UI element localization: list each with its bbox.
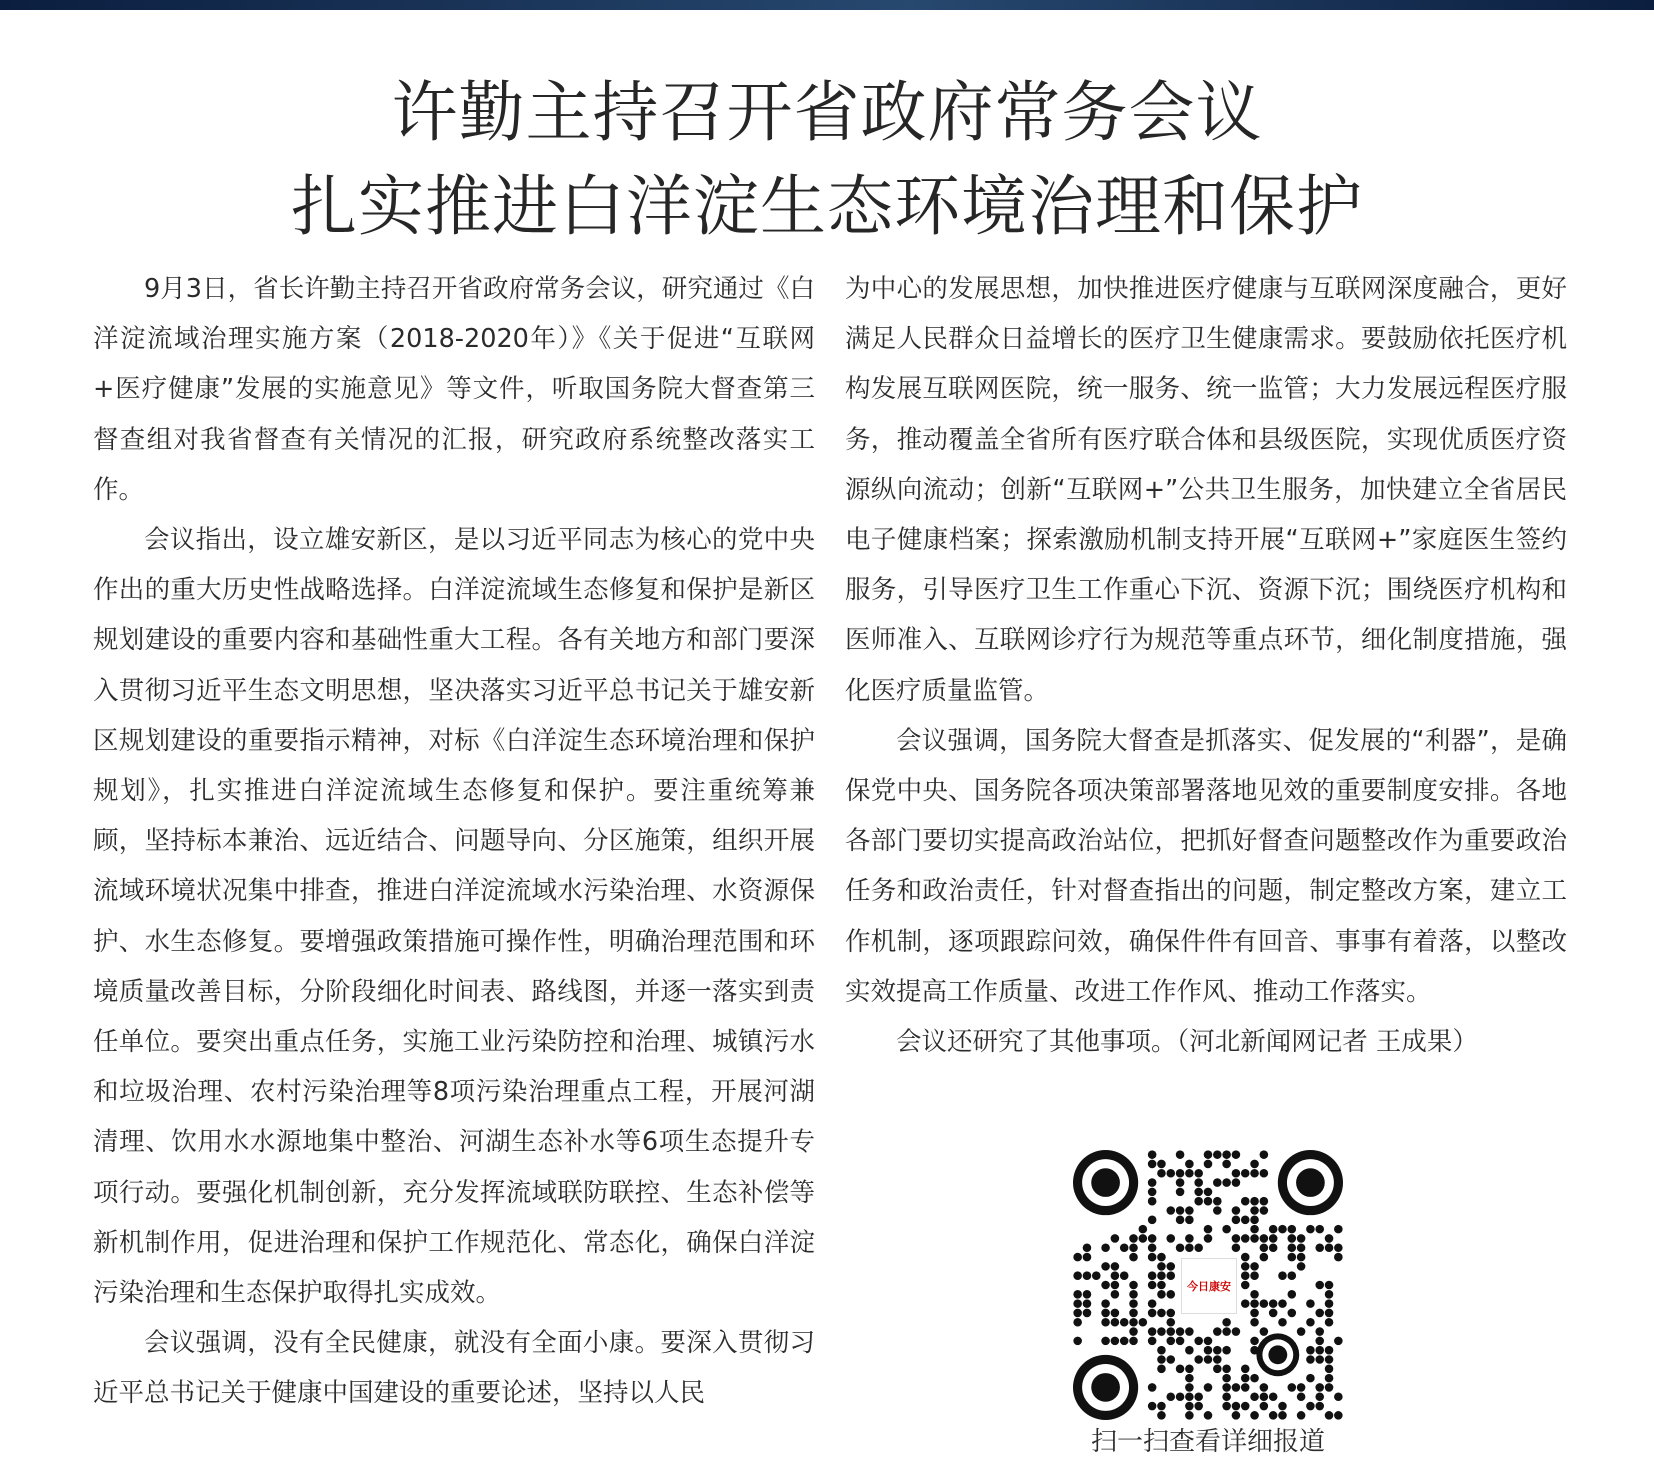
headline bbox=[0, 66, 1654, 254]
article-paragraph: 会议指出，设立雄安新区，是以习近平同志为核心的党中央作出的重大历史性战略选择。白洋淀流域生态修复和保护是新区规划建设的重要内容和基础性重大工程。各有关地方和部门要深入贯彻习近平生态文明思想，坚决落实习近平总书记关于雄安新区规划建设的重要指示精神，对标《白洋淀生态环境治理和保护规划》，扎实推进白洋淀流域生态修复和保护。要注重统筹兼顾，坚持标本兼治、远近结合、问题导向、分区施策，组织开展流域环境状况集中排查，推进白洋淀流域水污染治理、水资源保护、水生态修复。要增强政策措施可操作性，明确治理范围和环境质量改善目标，分阶段细化时间表、路线图，并逐一落实到责任单位。要突出重点任务，实施工业污染防控和治理、城镇污水和垃圾治理、农村污染治理等8项污染治理重点工程，开展河湖清理、饮用水水源地集中整治、河湖生态补水等6项生态提升专项行动。要强化机制创新，充分发挥流域联防联控、生态补偿等新机制作用，促进治理和保护工作规范化、常态化，确保白洋淀污染治理和生态保护取得扎实成效。 bbox=[93, 525, 815, 1309]
headline-line-2: 扎实推进白洋淀生态环境治理和保护 bbox=[291, 168, 1363, 245]
article-paragraph: 会议强调，没有全民健康，就没有全面小康。要深入贯彻习近平总书记关于健康中国建设的重要论述，坚持以人民 bbox=[93, 1328, 815, 1409]
article-paragraph-continued: 为中心的发展思想，加快推进医疗健康与互联网深度融合，更好满足人民群众日益增长的医疗卫生健康需求。要鼓励依托医疗机构发展互联网医院，统一服务、统一监管；大力发展远程医疗服务，推动覆盖全省所有医疗联合体和县级医院，实现优质医疗资源纵向流动；创新“互联网+”公共卫生服务，加快建立全省居民电子健康档案；探索激励机制支持开展“互联网+”家庭医生签约服务，引导医疗卫生工作重心下沉、资源下沉；围绕医疗机构和医师准入、互联网诊疗行为规范等重点环节，细化制度措施，强化医疗质量监管。 bbox=[845, 274, 1567, 706]
article-column-right bbox=[845, 264, 1567, 1067]
article-column-left bbox=[93, 264, 815, 1419]
article-paragraph: 9月3日，省长许勤主持召开省政府常务会议，研究通过《白洋淀流域治理实施方案（2018-2020年）》《关于促进“互联网+医疗健康”发展的实施意见》等文件，听取国务院大督查第三督查组对我省督查有关情况的汇报，研究政府系统整改落实工作。 bbox=[93, 274, 815, 505]
top-banner-bar bbox=[0, 0, 1654, 10]
qr-code[interactable] bbox=[1073, 1150, 1343, 1420]
article-paragraph: 会议强调，国务院大督查是抓落实、促发展的“利器”，是确保党中央、国务院各项决策部署落地见效的重要制度安排。各地各部门要切实提高政治站位，把抓好督查问题整改作为重要政治任务和政治责任，针对督查指出的问题，制定整改方案，建立工作机制，逐项跟踪问效，确保件件有回音、事事有着落，以整改实效提高工作质量、改进工作作风、推动工作落实。 bbox=[845, 725, 1567, 1007]
qr-caption: 扫一扫查看详细报道 bbox=[1090, 1427, 1325, 1457]
article-paragraph: 会议还研究了其他事项。（河北新闻网记者 王成果） bbox=[896, 1027, 1478, 1058]
qr-logo: 今日康安 bbox=[1181, 1258, 1237, 1314]
headline-line-1: 许勤主持召开省政府常务会议 bbox=[391, 74, 1263, 151]
